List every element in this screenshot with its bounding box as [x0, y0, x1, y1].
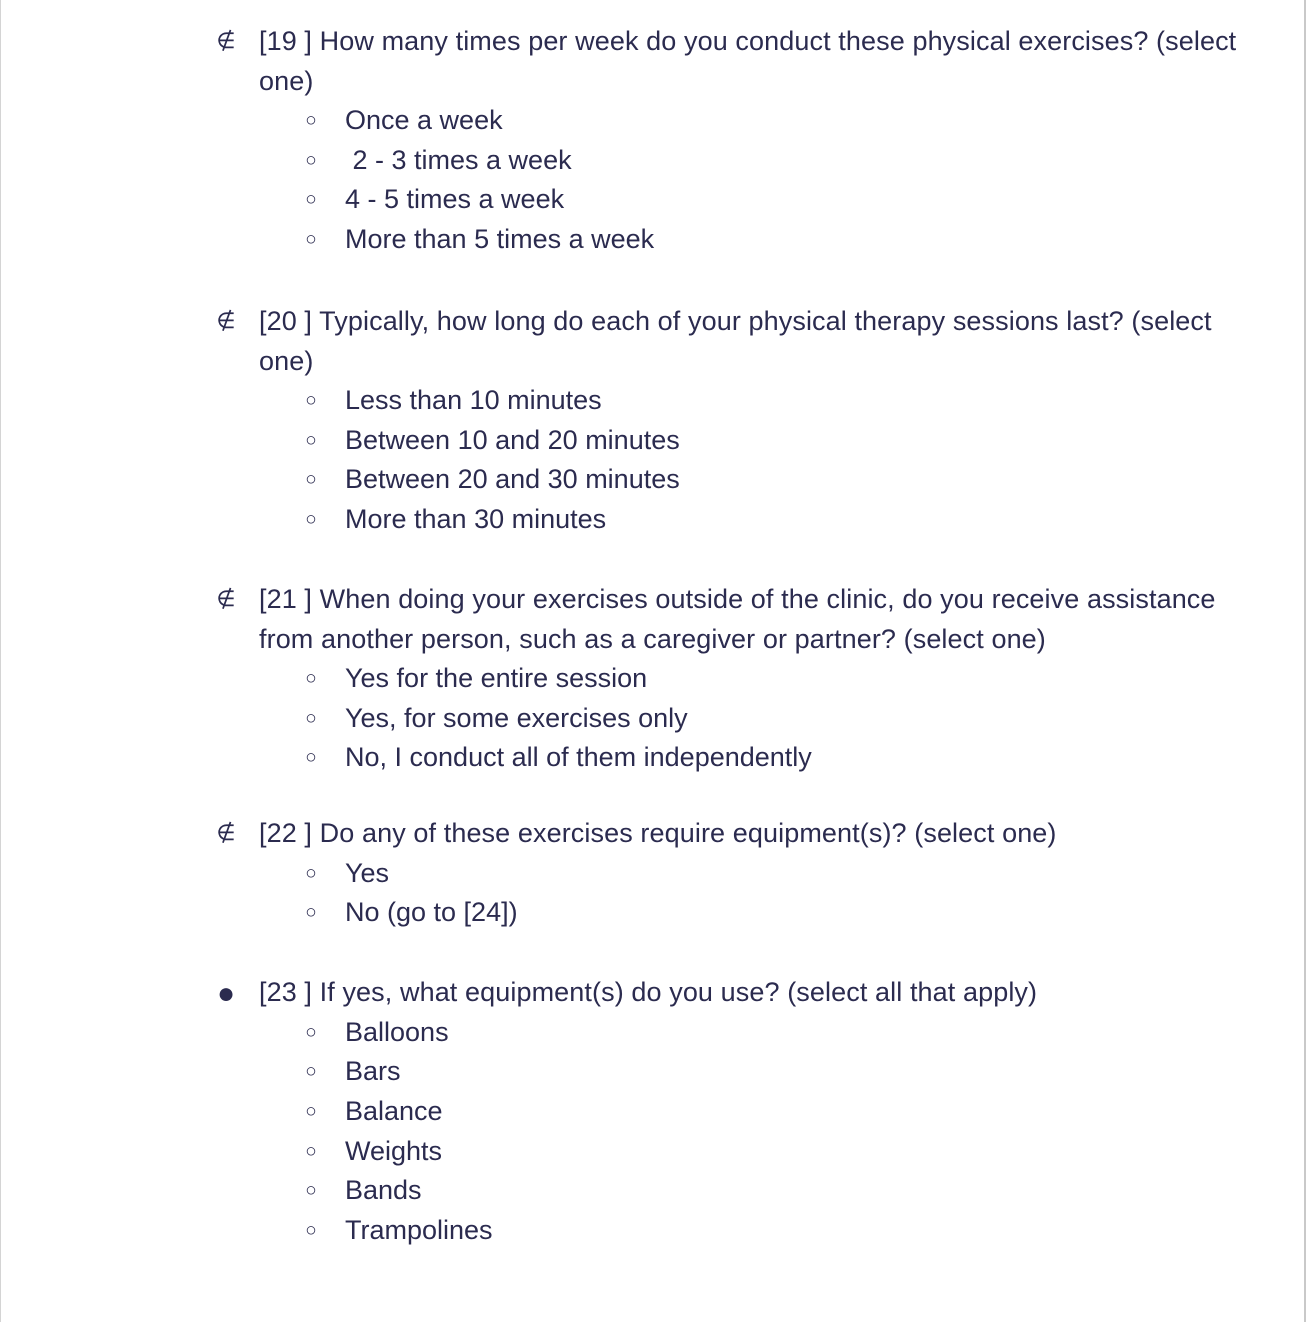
question-bullet-icon: ∉	[216, 820, 236, 845]
option-list	[301, 1013, 1271, 1251]
question-text	[259, 302, 1271, 381]
option-item[interactable]	[301, 1171, 1271, 1211]
option-label: More than 30 minutes	[345, 504, 607, 535]
option-list	[301, 659, 1271, 778]
radio-circle-icon: ○	[305, 149, 317, 171]
radio-circle-icon: ○	[305, 509, 317, 531]
question-number: [23 ]	[259, 977, 313, 1007]
option-list	[301, 381, 1271, 540]
option-label: Balloons	[345, 1016, 449, 1047]
option-item[interactable]	[301, 854, 1271, 894]
option-label: Yes, for some exercises only	[345, 702, 688, 733]
checkbox-circle-icon: ○	[305, 1180, 317, 1202]
option-list	[301, 101, 1271, 260]
option-item[interactable]	[301, 1211, 1271, 1251]
option-label: Bands	[345, 1175, 422, 1206]
radio-circle-icon: ○	[305, 707, 317, 729]
checkbox-circle-icon: ○	[305, 1100, 317, 1122]
question-prompt: How many times per week do you conduct these physical exercises? (select one)	[259, 26, 1237, 96]
question-22	[211, 814, 1271, 933]
option-label: Yes for the entire session	[345, 663, 648, 693]
option-label: No (go to [24])	[345, 897, 518, 928]
option-item[interactable]	[301, 460, 1271, 500]
option-label: Once a week	[345, 105, 503, 135]
bullet-dot-icon: ●	[216, 977, 236, 1010]
checkbox-circle-icon: ○	[305, 1061, 317, 1083]
radio-circle-icon: ○	[305, 902, 317, 924]
radio-circle-icon: ○	[305, 469, 317, 491]
option-label: Yes	[345, 857, 390, 888]
option-label: More than 5 times a week	[345, 224, 655, 255]
question-text	[259, 22, 1271, 101]
radio-circle-icon: ○	[305, 862, 317, 884]
option-item[interactable]	[301, 699, 1271, 739]
option-label: No, I conduct all of them independently	[345, 742, 812, 773]
question-text	[259, 580, 1271, 659]
radio-circle-icon: ○	[305, 429, 317, 451]
checkbox-circle-icon: ○	[305, 1021, 317, 1043]
radio-circle-icon: ○	[305, 390, 317, 411]
option-label: Between 20 and 30 minutes	[345, 464, 680, 495]
option-item[interactable]	[301, 381, 1271, 421]
question-prompt: If yes, what equipment(s) do you use? (select all that apply)	[319, 977, 1038, 1007]
question-21	[211, 580, 1271, 778]
option-item[interactable]	[301, 1013, 1271, 1053]
option-label: Trampolines	[345, 1214, 493, 1245]
option-label: Balance	[345, 1095, 443, 1126]
option-label: 2 - 3 times a week	[345, 144, 572, 175]
question-text	[259, 973, 1271, 1013]
option-label: Bars	[345, 1056, 401, 1087]
radio-circle-icon: ○	[305, 668, 317, 689]
checkbox-circle-icon: ○	[305, 1140, 317, 1162]
option-label: Between 10 and 20 minutes	[345, 424, 680, 455]
question-text	[259, 814, 1271, 854]
option-item[interactable]	[301, 180, 1271, 220]
option-item[interactable]	[301, 1052, 1271, 1092]
option-item[interactable]	[301, 738, 1271, 778]
question-23	[211, 973, 1271, 1251]
question-bullet-icon: ∉	[216, 586, 236, 611]
radio-circle-icon: ○	[305, 229, 317, 251]
question-number: [20 ]	[259, 306, 313, 336]
radio-circle-icon: ○	[305, 189, 317, 211]
option-item[interactable]	[301, 893, 1271, 933]
option-item[interactable]	[301, 220, 1271, 260]
question-prompt: Do any of these exercises require equipment(s)? (select one)	[319, 818, 1057, 848]
option-item[interactable]	[301, 101, 1271, 141]
option-label: Weights	[345, 1135, 443, 1166]
question-number: [21 ]	[259, 584, 313, 614]
question-prompt: When doing your exercises outside of the clinic, do you receive assistance from another person, such as a caregiver or partner? (select one)	[259, 584, 1216, 654]
option-item[interactable]	[301, 1092, 1271, 1132]
radio-circle-icon: ○	[305, 747, 317, 769]
question-number: [22 ]	[259, 818, 313, 848]
option-item[interactable]	[301, 1132, 1271, 1172]
question-20	[211, 302, 1271, 540]
question-number: [19 ]	[259, 26, 313, 56]
option-item[interactable]	[301, 421, 1271, 461]
option-item[interactable]	[301, 659, 1271, 699]
checkbox-circle-icon: ○	[305, 1219, 317, 1241]
option-item[interactable]	[301, 500, 1271, 540]
option-list	[301, 854, 1271, 933]
option-label: Less than 10 minutes	[345, 385, 602, 415]
question-bullet-icon: ∉	[216, 28, 236, 53]
question-19	[211, 22, 1271, 260]
radio-circle-icon: ○	[305, 110, 317, 131]
question-prompt: Typically, how long do each of your physical therapy sessions last? (select one)	[259, 306, 1212, 376]
option-label: 4 - 5 times a week	[345, 184, 565, 215]
question-bullet-icon: ∉	[216, 308, 236, 333]
option-item[interactable]	[301, 141, 1271, 181]
